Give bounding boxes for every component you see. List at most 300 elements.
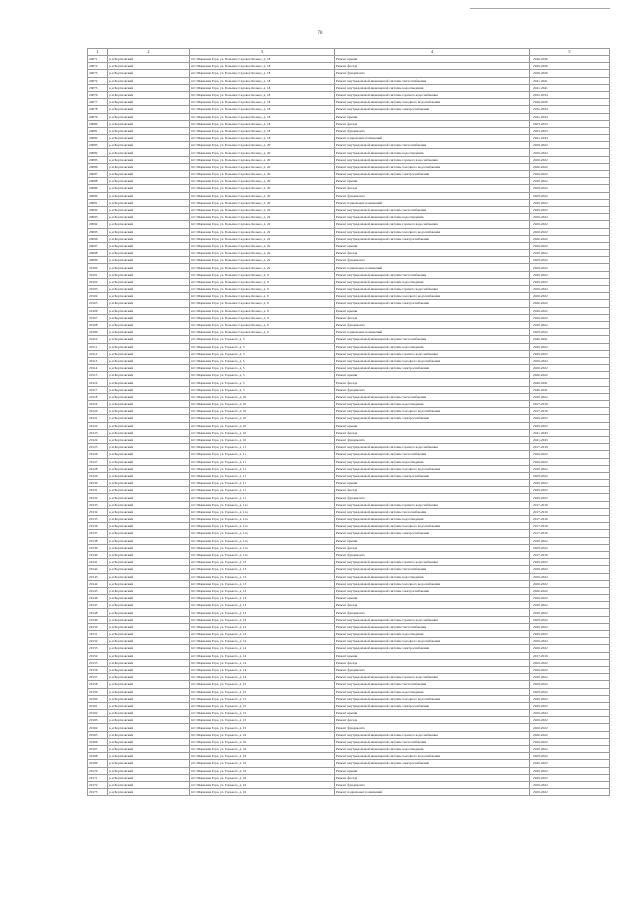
period-cell: 2020-2022 (530, 307, 610, 314)
row-id-cell: 20133 (88, 501, 108, 508)
district-cell: р-н Бортновский (108, 242, 190, 249)
address-cell: пгт Шарковая Гора, ул. Горького, д. 13 (190, 580, 335, 587)
address-cell: пгт Шарковая Гора, ул. Горького, д. 13 (190, 602, 335, 609)
table-row (88, 422, 610, 429)
work-type-cell: Ремонт внутридомовой инженерной системы холодного водоснабжения (335, 523, 530, 530)
work-type-cell: Ремонт крыши (335, 113, 530, 120)
work-type-cell: Ремонт внутридомовой инженерной системы водоотведения (335, 573, 530, 580)
period-cell: 2020-2022 (530, 767, 610, 774)
table-row (88, 221, 610, 228)
table-row (88, 631, 610, 638)
address-cell: пгт Шарковая Гора, ул. Большое Садовое Кольцо, д. 9 (190, 300, 335, 307)
period-cell: 2020-2022 (530, 329, 610, 336)
address-cell: пгт Шарковая Гора, ул. Большое Садовое Кольцо, д. 9 (190, 329, 335, 336)
work-type-cell: Ремонт внутридомовой инженерной системы электроснабжения (335, 702, 530, 709)
address-cell: пгт Шарковая Гора, ул. Горького, д. 10 (190, 429, 335, 436)
work-type-cell: Ремонт крыши (335, 56, 530, 63)
work-type-cell: Ремонт крыши (335, 422, 530, 429)
table-row (88, 286, 610, 293)
period-cell: 2020-2022 (530, 609, 610, 616)
row-id-cell: 20124 (88, 436, 108, 443)
district-cell: р-н Бортновский (108, 56, 190, 63)
address-cell: пгт Шарковая Гора, ул. Большое Садовое Кольцо, д. 18 (190, 77, 335, 84)
row-id-cell: 20096 (88, 235, 108, 242)
period-cell: 2020-2022 (530, 587, 610, 594)
period-cell: 2020-2022 (530, 264, 610, 271)
period-cell: 2020-2022 (530, 142, 610, 149)
district-cell: р-н Бортновский (108, 767, 190, 774)
row-id-cell: 20094 (88, 221, 108, 228)
district-cell: р-н Бортновский (108, 214, 190, 221)
district-cell: р-н Бортновский (108, 724, 190, 731)
work-type-cell: Ремонт фундамента (335, 70, 530, 77)
period-cell: 2020-2022 (530, 623, 610, 630)
table-row (88, 127, 610, 134)
row-id-cell: 20075 (88, 84, 108, 91)
work-type-cell: Ремонт фундамента (335, 257, 530, 264)
row-id-cell: 20101 (88, 271, 108, 278)
work-type-cell: Ремонт фундамента (335, 551, 530, 558)
address-cell: пгт Шарковая Гора, ул. Большое Садовое Кольцо, д. 18 (190, 56, 335, 63)
address-cell: пгт Шарковая Гора, ул. Горького, д. 5 (190, 357, 335, 364)
row-id-cell: 20130 (88, 480, 108, 487)
row-id-cell: 20168 (88, 753, 108, 760)
district-cell: р-н Бортновский (108, 559, 190, 566)
period-cell: 2017-2019 (530, 444, 610, 451)
work-type-cell: Ремонт внутридомовой инженерной системы горячего водоснабжения (335, 444, 530, 451)
work-type-cell: Ремонт фундамента (335, 321, 530, 328)
work-type-cell: Ремонт внутридомовой инженерной системы холодного водоснабжения (335, 408, 530, 415)
table-row (88, 149, 610, 156)
table-row (88, 350, 610, 357)
table-row (88, 113, 610, 120)
row-id-cell: 20111 (88, 343, 108, 350)
district-cell: р-н Бортновский (108, 142, 190, 149)
period-cell: 2020-2022 (530, 645, 610, 652)
district-cell: р-н Бортновский (108, 487, 190, 494)
row-id-cell: 20149 (88, 616, 108, 623)
row-id-cell: 20137 (88, 530, 108, 537)
period-cell: 2020-2022 (530, 710, 610, 717)
district-cell: р-н Бортновский (108, 523, 190, 530)
row-id-cell: 20105 (88, 300, 108, 307)
period-cell: 2040-2041 (530, 379, 610, 386)
district-cell: р-н Бортновский (108, 652, 190, 659)
work-type-cell: Ремонт внутридомовой инженерной системы теплоснабжения (335, 451, 530, 458)
table-row (88, 142, 610, 149)
row-id-cell: 20098 (88, 250, 108, 257)
address-cell: пгт Шарковая Гора, ул. Горького, д. 5 (190, 365, 335, 372)
row-id-cell: 20131 (88, 487, 108, 494)
column-number-2: 2 (108, 49, 190, 56)
table-row (88, 602, 610, 609)
row-id-cell: 20146 (88, 595, 108, 602)
address-cell: пгт Шарковая Гора, ул. Горького, д. 16 (190, 746, 335, 753)
district-cell: р-н Бортновский (108, 321, 190, 328)
row-id-cell: 20151 (88, 631, 108, 638)
address-cell: пгт Шарковая Гора, ул. Горького, д. 13 (190, 595, 335, 602)
work-type-cell: Ремонт фасада (335, 487, 530, 494)
address-cell: пгт Шарковая Гора, ул. Большое Садовое Кольцо, д. 22 (190, 242, 335, 249)
address-cell: пгт Шарковая Гора, ул. Горького, д. 11а (190, 501, 335, 508)
district-cell: р-н Бортновский (108, 508, 190, 515)
district-cell: р-н Бортновский (108, 731, 190, 738)
period-cell: 2017-2019 (530, 516, 610, 523)
period-cell: 2020-2022 (530, 472, 610, 479)
table-row (88, 587, 610, 594)
table-row (88, 480, 610, 487)
row-id-cell: 20120 (88, 408, 108, 415)
address-cell: пгт Шарковая Гора, ул. Большое Садовое Кольцо, д. 18 (190, 106, 335, 113)
top-rule (470, 8, 610, 9)
period-cell: 2020-2022 (530, 688, 610, 695)
work-type-cell: Ремонт внутридомовой инженерной системы электроснабжения (335, 415, 530, 422)
work-type-cell: Ремонт внутридомовой инженерной системы электроснабжения (335, 587, 530, 594)
period-cell: 2020-2022 (530, 760, 610, 767)
period-cell: 2020-2022 (530, 580, 610, 587)
table-body (88, 49, 610, 796)
row-id-cell: 20170 (88, 767, 108, 774)
table-row (88, 343, 610, 350)
district-cell: р-н Бортновский (108, 84, 190, 91)
address-cell: пгт Шарковая Гора, ул. Горького, д. 13 (190, 559, 335, 566)
address-cell: пгт Шарковая Гора, ул. Горького, д. 13 (190, 566, 335, 573)
address-cell: пгт Шарковая Гора, ул. Большое Садовое Кольцо, д. 18 (190, 113, 335, 120)
row-id-cell: 20122 (88, 422, 108, 429)
row-id-cell: 20074 (88, 77, 108, 84)
address-cell: пгт Шарковая Гора, ул. Большое Садовое Кольцо, д. 20 (190, 199, 335, 206)
district-cell: р-н Бортновский (108, 551, 190, 558)
table-row (88, 214, 610, 221)
table-row (88, 537, 610, 544)
row-id-cell: 20165 (88, 731, 108, 738)
period-cell: 2020-2022 (530, 465, 610, 472)
address-cell: пгт Шарковая Гора, ул. Большое Садовое Кольцо, д. 9 (190, 307, 335, 314)
row-id-cell: 20154 (88, 652, 108, 659)
row-id-cell: 20161 (88, 702, 108, 709)
row-id-cell: 20138 (88, 537, 108, 544)
address-cell: пгт Шарковая Гора, ул. Большое Садовое Кольцо, д. 9 (190, 271, 335, 278)
table-row (88, 329, 610, 336)
work-type-cell: Ремонт крыши (335, 710, 530, 717)
district-cell: р-н Бортновский (108, 271, 190, 278)
address-cell: пгт Шарковая Гора, ул. Большое Садовое Кольцо, д. 20 (190, 178, 335, 185)
district-cell: р-н Бортновский (108, 422, 190, 429)
table-row (88, 135, 610, 142)
work-type-cell: Ремонт крыши (335, 595, 530, 602)
column-number-3: 3 (190, 49, 335, 56)
row-id-cell: 20104 (88, 293, 108, 300)
row-id-cell: 20128 (88, 465, 108, 472)
district-cell: р-н Бортновский (108, 113, 190, 120)
district-cell: р-н Бортновский (108, 149, 190, 156)
district-cell: р-н Бортновский (108, 135, 190, 142)
district-cell: р-н Бортновский (108, 372, 190, 379)
work-type-cell: Ремонт фундамента (335, 127, 530, 134)
work-type-cell: Ремонт внутридомовой инженерной системы электроснабжения (335, 171, 530, 178)
district-cell: р-н Бортновский (108, 393, 190, 400)
work-type-cell: Ремонт фасада (335, 544, 530, 551)
district-cell: р-н Бортновский (108, 544, 190, 551)
table-row (88, 228, 610, 235)
address-cell: пгт Шарковая Гора, ул. Большое Садовое Кольцо, д. 18 (190, 63, 335, 70)
row-id-cell: 20160 (88, 695, 108, 702)
period-cell: 2020-2022 (530, 695, 610, 702)
table-row (88, 242, 610, 249)
period-cell: 2032-2034 (530, 91, 610, 98)
row-id-cell: 20150 (88, 623, 108, 630)
address-cell: пгт Шарковая Гора, ул. Большое Садовое Кольцо, д. 18 (190, 127, 335, 134)
work-type-cell: Ремонт внутридомовой инженерной системы холодного водоснабжения (335, 357, 530, 364)
work-type-cell: Ремонт внутридомовой инженерной системы холодного водоснабжения (335, 695, 530, 702)
address-cell: пгт Шарковая Гора, ул. Большое Садовое Кольцо, д. 20 (190, 149, 335, 156)
table-row (88, 415, 610, 422)
work-type-cell: Ремонт внутридомовой инженерной системы электроснабжения (335, 300, 530, 307)
district-cell: р-н Бортновский (108, 465, 190, 472)
period-cell: 2020-2022 (530, 451, 610, 458)
district-cell: р-н Бортновский (108, 623, 190, 630)
row-id-cell: 20078 (88, 106, 108, 113)
address-cell: пгт Шарковая Гора, ул. Большое Садовое Кольцо, д. 20 (190, 156, 335, 163)
work-type-cell: Ремонт фундамента (335, 781, 530, 788)
row-id-cell: 20073 (88, 70, 108, 77)
work-type-cell: Ремонт внутридомовой инженерной системы холодного водоснабжения (335, 465, 530, 472)
row-id-cell: 20134 (88, 508, 108, 515)
address-cell: пгт Шарковая Гора, ул. Горького, д. 11 (190, 451, 335, 458)
table-row (88, 91, 610, 98)
table-row (88, 336, 610, 343)
row-id-cell: 20163 (88, 717, 108, 724)
work-type-cell: Ремонт внутридомовой инженерной системы горячего водоснабжения (335, 350, 530, 357)
address-cell: пгт Шарковая Гора, ул. Горького, д. 16 (190, 774, 335, 781)
row-id-cell: 20108 (88, 321, 108, 328)
address-cell: пгт Шарковая Гора, ул. Горького, д. 5 (190, 336, 335, 343)
table-row (88, 314, 610, 321)
table-row (88, 372, 610, 379)
address-cell: пгт Шарковая Гора, ул. Горького, д. 5 (190, 350, 335, 357)
period-cell: 2046-2046 (530, 56, 610, 63)
work-type-cell: Ремонт внутридомовой инженерной системы теплоснабжения (335, 206, 530, 213)
work-type-cell: Ремонт фасада (335, 429, 530, 436)
table-row (88, 199, 610, 206)
row-id-cell: 20103 (88, 286, 108, 293)
row-id-cell: 20077 (88, 99, 108, 106)
period-cell: 2026-2026 (530, 99, 610, 106)
table-row (88, 774, 610, 781)
work-type-cell: Ремонт подвальных помещений (335, 199, 530, 206)
district-cell: р-н Бортновский (108, 645, 190, 652)
district-cell: р-н Бортновский (108, 171, 190, 178)
row-id-cell: 20143 (88, 573, 108, 580)
row-id-cell: 20085 (88, 156, 108, 163)
work-type-cell: Ремонт фасада (335, 250, 530, 257)
row-id-cell: 20086 (88, 163, 108, 170)
address-cell: пгт Шарковая Гора, ул. Горького, д. 16 (190, 753, 335, 760)
period-cell: 2020-2022 (530, 681, 610, 688)
row-id-cell: 20158 (88, 681, 108, 688)
district-cell: р-н Бортновский (108, 206, 190, 213)
work-type-cell: Ремонт внутридомовой инженерной системы теплоснабжения (335, 77, 530, 84)
district-cell: р-н Бортновский (108, 278, 190, 285)
work-type-cell: Ремонт фасада (335, 120, 530, 127)
work-type-cell: Ремонт внутридомовой инженерной системы водоотведения (335, 278, 530, 285)
work-type-cell: Ремонт внутридомовой инженерной системы горячего водоснабжения (335, 674, 530, 681)
work-type-cell: Ремонт внутридомовой инженерной системы теплоснабжения (335, 142, 530, 149)
row-id-cell: 20152 (88, 638, 108, 645)
district-cell: р-н Бортновский (108, 587, 190, 594)
district-cell: р-н Бортновский (108, 228, 190, 235)
period-cell: 2020-2022 (530, 365, 610, 372)
row-id-cell: 20145 (88, 587, 108, 594)
district-cell: р-н Бортновский (108, 537, 190, 544)
table-row (88, 710, 610, 717)
district-cell: р-н Бортновский (108, 77, 190, 84)
table-row (88, 178, 610, 185)
district-cell: р-н Бортновский (108, 365, 190, 372)
address-cell: пгт Шарковая Гора, ул. Большое Садовое Кольцо, д. 9 (190, 286, 335, 293)
district-cell: р-н Бортновский (108, 357, 190, 364)
work-type-cell: Ремонт подвальных помещений (335, 264, 530, 271)
work-type-cell: Ремонт внутридомовой инженерной системы горячего водоснабжения (335, 156, 530, 163)
address-cell: пгт Шарковая Гора, ул. Горького, д. 11а (190, 523, 335, 530)
district-cell: р-н Бортновский (108, 293, 190, 300)
row-id-cell: 20173 (88, 789, 108, 796)
table-row (88, 99, 610, 106)
work-type-cell: Ремонт внутридомовой инженерной системы холодного водоснабжения (335, 99, 530, 106)
address-cell: пгт Шарковая Гора, ул. Горького, д. 14 (190, 666, 335, 673)
district-cell: р-н Бортновский (108, 659, 190, 666)
table-row (88, 307, 610, 314)
table-row (88, 293, 610, 300)
work-type-cell: Ремонт внутридомовой инженерной системы горячего водоснабжения (335, 731, 530, 738)
district-cell: р-н Бортновский (108, 789, 190, 796)
district-cell: р-н Бортновский (108, 343, 190, 350)
table-row (88, 393, 610, 400)
period-cell: 2041-2041 (530, 77, 610, 84)
table-row (88, 551, 610, 558)
table-row (88, 501, 610, 508)
row-id-cell: 20118 (88, 393, 108, 400)
district-cell: р-н Бортновский (108, 429, 190, 436)
capital-repair-table (87, 48, 610, 796)
row-id-cell: 20167 (88, 746, 108, 753)
district-cell: р-н Бортновский (108, 631, 190, 638)
row-id-cell: 20100 (88, 264, 108, 271)
district-cell: р-н Бортновский (108, 681, 190, 688)
row-id-cell: 20115 (88, 372, 108, 379)
period-cell: 2017-2019 (530, 508, 610, 515)
row-id-cell: 20087 (88, 171, 108, 178)
column-number-5: 5 (530, 49, 610, 56)
address-cell: пгт Шарковая Гора, ул. Горького, д. 15 (190, 695, 335, 702)
period-cell: 2020-2022 (530, 487, 610, 494)
work-type-cell: Ремонт фасада (335, 379, 530, 386)
table-row (88, 264, 610, 271)
table-row (88, 573, 610, 580)
table-row (88, 731, 610, 738)
row-id-cell: 20142 (88, 566, 108, 573)
row-id-cell: 20081 (88, 127, 108, 134)
work-type-cell: Ремонт фундамента (335, 192, 530, 199)
period-cell: 2020-2022 (530, 717, 610, 724)
table-row (88, 106, 610, 113)
row-id-cell: 20148 (88, 609, 108, 616)
district-cell: р-н Бортновский (108, 738, 190, 745)
address-cell: пгт Шарковая Гора, ул. Большое Садовое Кольцо, д. 22 (190, 214, 335, 221)
period-cell: 2020-2022 (530, 199, 610, 206)
period-cell: 2020-2022 (530, 235, 610, 242)
address-cell: пгт Шарковая Гора, ул. Горького, д. 11 (190, 494, 335, 501)
work-type-cell: Ремонт крыши (335, 480, 530, 487)
address-cell: пгт Шарковая Гора, ул. Горького, д. 11а (190, 551, 335, 558)
row-id-cell: 20110 (88, 336, 108, 343)
address-cell: пгт Шарковая Гора, ул. Большое Садовое Кольцо, д. 9 (190, 314, 335, 321)
table-row (88, 767, 610, 774)
table-row (88, 688, 610, 695)
period-cell: 2020-2022 (530, 702, 610, 709)
work-type-cell: Ремонт фундамента (335, 494, 530, 501)
row-id-cell: 20125 (88, 444, 108, 451)
row-id-cell: 20097 (88, 242, 108, 249)
row-id-cell: 20102 (88, 278, 108, 285)
address-cell: пгт Шарковая Гора, ул. Большое Садовое Кольцо, д. 18 (190, 70, 335, 77)
address-cell: пгт Шарковая Гора, ул. Горького, д. 11 (190, 465, 335, 472)
address-cell: пгт Шарковая Гора, ул. Горького, д. 14 (190, 638, 335, 645)
work-type-cell: Ремонт внутридомовой инженерной системы горячего водоснабжения (335, 286, 530, 293)
address-cell: пгт Шарковая Гора, ул. Горького, д. 11а (190, 544, 335, 551)
table-row (88, 357, 610, 364)
address-cell: пгт Шарковая Гора, ул. Большое Садовое Кольцо, д. 9 (190, 321, 335, 328)
address-cell: пгт Шарковая Гора, ул. Горького, д. 14 (190, 631, 335, 638)
table-row (88, 120, 610, 127)
period-cell: 2020-2022 (530, 616, 610, 623)
period-cell: 2020-2022 (530, 185, 610, 192)
district-cell: р-н Бортновский (108, 444, 190, 451)
period-cell: 2020-2022 (530, 781, 610, 788)
work-type-cell: Ремонт подвальных помещений (335, 329, 530, 336)
district-cell: р-н Бортновский (108, 480, 190, 487)
period-cell: 2017-2019 (530, 408, 610, 415)
period-cell: 2020-2022 (530, 559, 610, 566)
period-cell: 2041-2043 (530, 429, 610, 436)
period-cell: 2020-2022 (530, 738, 610, 745)
address-cell: пгт Шарковая Гора, ул. Большое Садовое Кольцо, д. 22 (190, 235, 335, 242)
table-row (88, 760, 610, 767)
work-type-cell: Ремонт подвальных помещений (335, 789, 530, 796)
district-cell: р-н Бортновский (108, 127, 190, 134)
period-cell: 2020-2022 (530, 393, 610, 400)
row-id-cell: 20106 (88, 307, 108, 314)
district-cell: р-н Бортновский (108, 192, 190, 199)
work-type-cell: Ремонт фасада (335, 774, 530, 781)
work-type-cell: Ремонт внутридомовой инженерной системы теплоснабжения (335, 271, 530, 278)
period-cell: 2020-2022 (530, 372, 610, 379)
work-type-cell: Ремонт внутридомовой инженерной системы горячего водоснабжения (335, 501, 530, 508)
table-row (88, 451, 610, 458)
district-cell: р-н Бортновский (108, 300, 190, 307)
district-cell: р-н Бортновский (108, 91, 190, 98)
row-id-cell: 20169 (88, 760, 108, 767)
address-cell: пгт Шарковая Гора, ул. Горького, д. 13 (190, 609, 335, 616)
period-cell: 2020-2022 (530, 357, 610, 364)
row-id-cell: 20088 (88, 178, 108, 185)
district-cell: р-н Бортновский (108, 746, 190, 753)
work-type-cell: Ремонт внутридомовой инженерной системы водоотведения (335, 746, 530, 753)
table-row (88, 429, 610, 436)
table-row (88, 250, 610, 257)
address-cell: пгт Шарковая Гора, ул. Горького, д. 11а (190, 530, 335, 537)
district-cell: р-н Бортновский (108, 458, 190, 465)
